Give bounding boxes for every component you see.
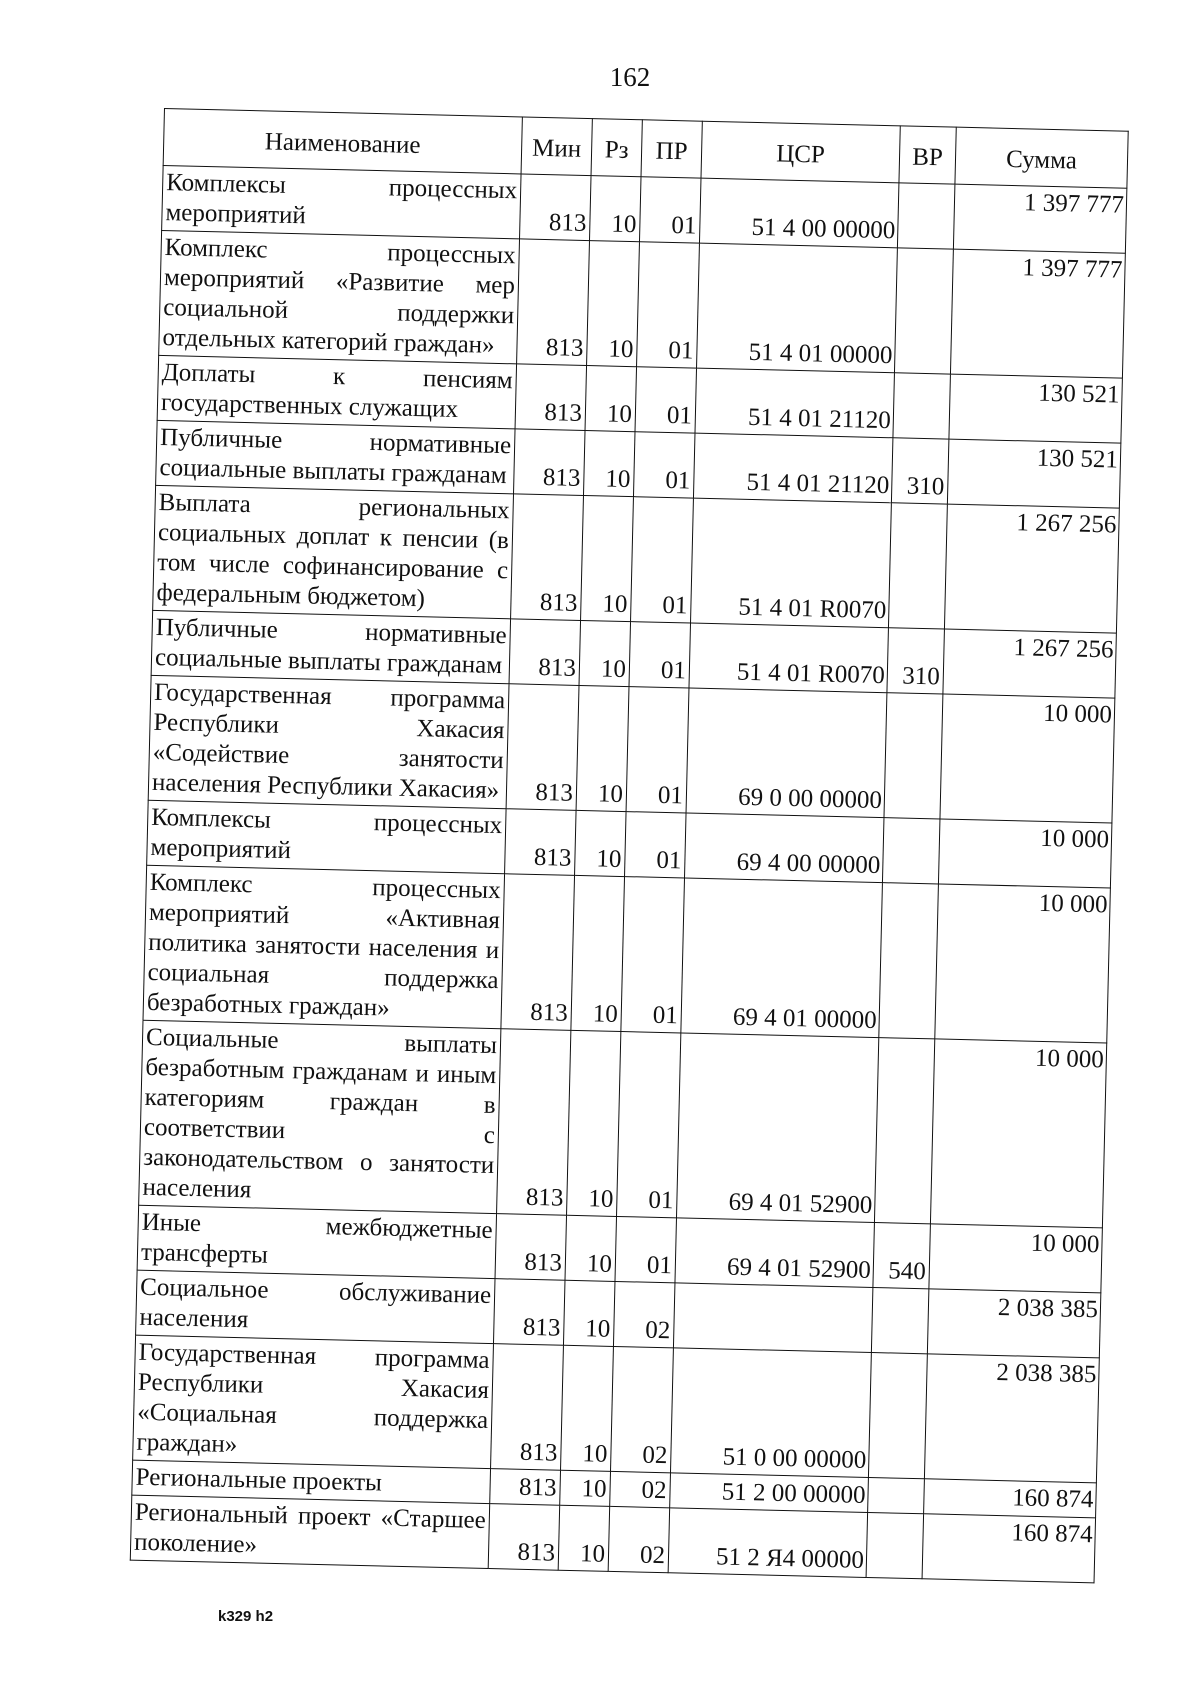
cell-rz: 10 [571, 875, 625, 1031]
table-row [159, 230, 1126, 378]
cell-rz: 10 [587, 241, 640, 367]
cell-vr [888, 503, 947, 629]
cell-rz: 10 [589, 176, 641, 242]
cell-rz: 10 [576, 685, 629, 811]
cell-vr [871, 1288, 929, 1354]
cell-name: Публичные нормативные социальные выплаты гражданам [156, 420, 515, 493]
cell-sum: 10 000 [940, 694, 1115, 823]
cell-sum: 10 000 [930, 1039, 1106, 1228]
cell-rz: 10 [581, 495, 634, 621]
header-name: Наименование [163, 109, 522, 174]
cell-min: 813 [514, 429, 586, 496]
cell-rz: 10 [583, 431, 635, 497]
cell-name: Иные межбюджетные трансферты [137, 1205, 496, 1278]
table-body [130, 165, 1127, 1582]
cell-vr [894, 248, 953, 374]
cell-rz: 10 [558, 1505, 610, 1571]
cell-min: 813 [520, 174, 592, 241]
cell-min: 813 [497, 1029, 571, 1216]
cell-min: 813 [511, 494, 584, 621]
cell-rz: 10 [585, 366, 637, 432]
cell-name: Социальные выплаты безработным гражданам и иным категориям граждан в соответствии с законодательством о занятости населения [139, 1020, 501, 1213]
cell-rz: 10 [561, 1345, 614, 1471]
cell-csr: 51 4 01 21120 [693, 433, 892, 503]
cell-vr [874, 1038, 934, 1224]
header-sum: Сумма [955, 127, 1128, 188]
cell-pr: 01 [625, 812, 687, 878]
cell-sum: 130 521 [947, 439, 1120, 508]
cell-vr [868, 1353, 927, 1479]
budget-table [130, 108, 1129, 1583]
cell-vr [866, 1512, 924, 1578]
cell-sum: 160 874 [922, 1514, 1095, 1583]
cell-csr: 51 4 01 21120 [695, 368, 894, 438]
header-rz: Рз [591, 119, 642, 177]
header-csr: ЦСР [701, 121, 900, 183]
table-row [148, 675, 1115, 823]
header-min: Мин [521, 117, 592, 176]
cell-csr: 69 4 01 52900 [676, 1033, 878, 1223]
cell-rz: 10 [560, 1470, 611, 1506]
cell-csr: 51 4 01 00000 [697, 243, 898, 373]
cell-vr: 310 [891, 438, 949, 504]
cell-csr: 51 2 Я4 00000 [668, 1508, 867, 1578]
cell-vr [882, 818, 940, 884]
cell-sum: 1 397 777 [950, 249, 1125, 378]
table-row [143, 865, 1110, 1043]
cell-sum: 10 000 [929, 1224, 1102, 1293]
cell-pr: 02 [611, 1346, 674, 1472]
page-number: 162 [609, 62, 651, 92]
cell-name: Региональный проект «Старшее поколение» [130, 1495, 489, 1568]
cell-pr: 01 [629, 622, 691, 688]
cell-min: 813 [505, 809, 577, 876]
cell-name: Государственная программа Республики Хакасия «Социальная поддержка граждан» [133, 1335, 494, 1468]
cell-pr: 02 [613, 1281, 675, 1347]
header-pr: ПР [641, 120, 702, 178]
cell-vr: 540 [873, 1223, 931, 1289]
cell-min: 813 [517, 239, 590, 366]
cell-min: 813 [515, 364, 587, 431]
cell-vr [897, 183, 955, 249]
cell-pr: 01 [635, 367, 697, 433]
header-vr: ВР [899, 126, 956, 184]
cell-csr: 51 4 00 00000 [699, 178, 898, 248]
cell-csr: 69 0 00 00000 [686, 688, 887, 818]
cell-min: 813 [501, 874, 575, 1031]
cell-sum: 10 000 [935, 884, 1111, 1043]
cell-pr: 01 [617, 1032, 681, 1218]
table-row [139, 1020, 1107, 1228]
cell-sum: 160 874 [924, 1479, 1097, 1518]
cell-csr: 51 0 00 00000 [670, 1348, 871, 1478]
cell-min: 813 [490, 1469, 561, 1506]
cell-sum: 130 521 [949, 374, 1122, 443]
table-row [133, 1335, 1100, 1483]
cell-pr: 01 [626, 687, 689, 813]
cell-pr: 02 [610, 1471, 671, 1507]
cell-csr: 51 4 01 R0070 [691, 498, 892, 628]
cell-name: Государственная программа Республики Хакасия «Содействие занятости населения Республики Хакасия» [148, 675, 509, 808]
cell-name: Комплекс процессных мероприятий «Активная политика занятости населения и социальная поддержка безработных граждан» [143, 865, 505, 1028]
cell-min: 813 [491, 1344, 564, 1471]
cell-name: Доплаты к пенсиям государственных служащих [157, 355, 516, 428]
cell-min: 813 [509, 619, 581, 686]
cell-min: 813 [493, 1279, 565, 1346]
cell-csr: 69 4 01 52900 [675, 1218, 874, 1288]
cell-rz: 10 [563, 1280, 615, 1346]
cell-name: Региональные проекты [132, 1460, 491, 1503]
cell-vr [868, 1477, 925, 1513]
cell-min: 813 [506, 684, 579, 811]
cell-sum: 1 397 777 [953, 184, 1126, 253]
cell-vr [884, 693, 943, 819]
cell-rz: 10 [575, 810, 627, 876]
cell-pr: 01 [631, 497, 694, 623]
cell-sum: 1 267 256 [944, 504, 1119, 633]
table-row [153, 485, 1120, 633]
cell-sum: 1 267 256 [943, 629, 1116, 698]
cell-min: 813 [495, 1214, 567, 1281]
cell-sum: 2 038 385 [924, 1354, 1099, 1483]
cell-min: 813 [488, 1504, 560, 1571]
cell-name: Выплата региональных социальных доплат к пенсии (в том числе софинансирование с федеральным бюджетом) [153, 485, 514, 618]
cell-pr: 01 [639, 177, 701, 243]
cell-csr: 69 4 00 00000 [685, 813, 884, 883]
cell-name: Комплекс процессных мероприятий «Развитие мер социальной поддержки отдельных категорий граждан» [159, 230, 520, 363]
cell-name: Социальное обслуживание населения [136, 1270, 495, 1343]
cell-pr: 02 [608, 1506, 670, 1572]
cell-name: Комплексы процессных мероприятий [147, 800, 506, 873]
cell-csr [673, 1283, 872, 1353]
cell-sum: 10 000 [938, 819, 1111, 888]
cell-rz: 10 [565, 1215, 617, 1281]
cell-name: Комплексы процессных мероприятий [162, 165, 521, 238]
cell-pr: 01 [615, 1216, 677, 1282]
cell-name: Публичные нормативные социальные выплаты гражданам [151, 610, 510, 683]
cell-vr [879, 883, 939, 1039]
cell-pr: 01 [633, 432, 695, 498]
cell-csr: 51 2 00 00000 [670, 1473, 869, 1513]
cell-pr: 01 [637, 242, 700, 368]
cell-csr: 51 4 01 R0070 [689, 623, 888, 693]
cell-csr: 69 4 01 00000 [681, 878, 883, 1038]
cell-vr [893, 373, 951, 439]
cell-sum: 2 038 385 [927, 1289, 1100, 1358]
cell-pr: 01 [621, 877, 685, 1033]
cell-vr: 310 [887, 628, 945, 694]
footer-code: k329 h2 [218, 1608, 274, 1625]
cell-rz: 10 [579, 620, 631, 686]
cell-rz: 10 [567, 1030, 621, 1216]
